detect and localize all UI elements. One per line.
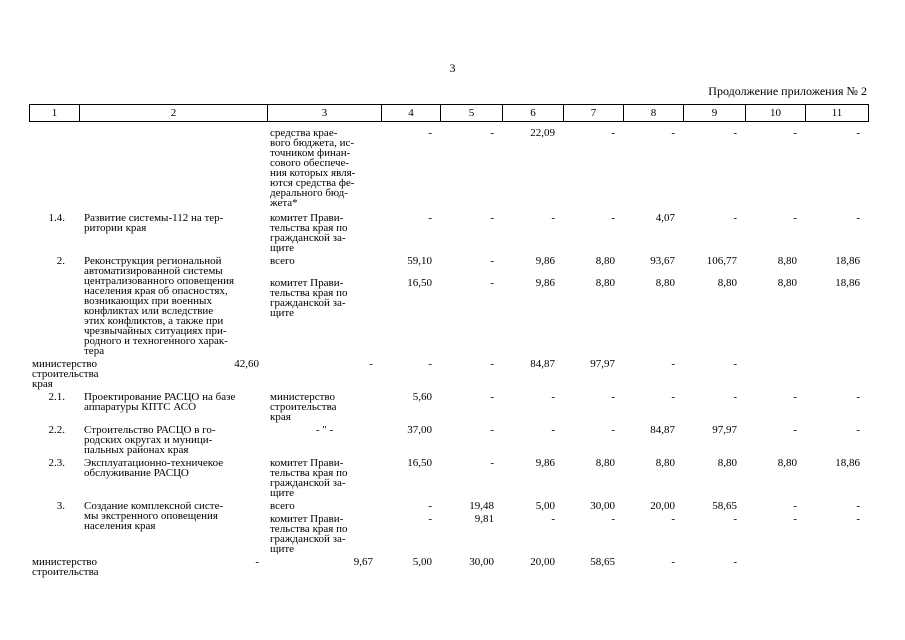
table-row [29,425,868,455]
funding-source-text: комитет Прави- тельства края по гражданской за- щите [270,212,348,254]
value-cell-col11: - [733,556,737,568]
value-cell-col6: - [551,513,555,525]
value-cell-col5: 19,48 [469,500,494,512]
value-cell-col11: 18,86 [835,255,860,267]
value-cell-col8: 84,87 [650,424,675,436]
value-cell-col5: 9,81 [474,513,494,525]
value-cell-col7: 30,00 [590,500,615,512]
column-header-10: 10 [746,105,806,122]
value-cell-col5: 9,67 [353,556,373,568]
value-cell-col6: 5,00 [412,556,432,568]
funding-source [267,425,381,455]
value-cell-col9: 8,80 [717,277,737,290]
budget-table [29,125,868,577]
funding-source-text: всего [270,255,295,267]
value-cell-col6: 9,86 [535,457,555,469]
table-row [29,359,868,389]
activity-name [79,392,267,422]
value-cell-col7: - [611,513,615,525]
activity-name-text: Создание комплексной систе- мы экстренного оповещения населения края [84,500,224,532]
value-cell-col6: - [551,391,555,403]
funding-source-text: средства крае- вого бюджета, ис- точником финан- сового обеспече- ния которых явля- ются средства фе- дерального бюд- жета* [270,127,356,209]
column-header-4: 4 [382,105,441,122]
value-cell-col5: - [490,424,494,436]
value-cell-col5: - [490,255,494,267]
funding-source-text: комитет Прави- тельства края по гражданской за- щите [270,457,348,499]
value-cell-col8: - [671,391,675,403]
value-cell-col4: - [428,513,432,525]
value-cell-col6: - [428,358,432,370]
value-cell-col5: - [490,391,494,403]
value-cell-col7: - [611,424,615,436]
funding-source [267,128,381,208]
continuation-label: Продолжение приложения № 2 [708,84,867,98]
table-row [29,392,868,422]
funding-source-text: - " - [315,424,334,436]
value-cell-col11: 18,86 [835,457,860,469]
table-row [29,557,868,577]
page-number: 3 [449,61,456,75]
value-cell-col5: - [369,358,373,370]
value-cell-col7: 8,80 [595,255,615,267]
value-cell-col7: - [611,127,615,139]
activity-name [79,128,267,208]
value-cell-col9: - [733,513,737,525]
activity-name-text: Строительство РАСЦО в го- родских округах и муници- пальных районах края [84,424,216,456]
activity-name-text: Реконструкция региональной автоматизированной системы централизованного оповещения населения края об опасностях, возникающих при военных конфликтах или вследствие этих конфликтов, а также при чрезвычайных ситуациях при- родного и техногенного харак- тера [84,255,235,357]
value-cell-col10: - [671,556,675,568]
value-cell-col10: - [793,513,797,525]
value-cell-col10: 8,80 [777,277,797,290]
column-number-header [29,104,869,122]
value-cell-col6: 5,00 [535,500,555,512]
value-cell-col6: 22,09 [530,127,555,139]
row-number: 2. [56,255,65,267]
value-cell-col9: - [733,391,737,403]
value-cell-col4: - [428,500,432,512]
value-cell-col5: - [490,212,494,224]
value-cell-col10: - [671,358,675,370]
funding-source-text: министерство строительства края [270,391,337,423]
value-cell-col7: - [490,358,494,370]
activity-name [79,458,267,498]
column-header-8: 8 [624,105,684,122]
value-cell-col4: - [428,212,432,224]
value-cell-col4: 37,00 [407,424,432,436]
activity-name-text: Развитие системы-112 на тер- ритории края [84,212,224,234]
funding-source [267,213,381,253]
value-cell-col4: 59,10 [407,255,432,267]
activity-name [79,256,267,356]
value-cell-col11: - [856,500,860,512]
row-number [29,128,79,208]
activity-name [79,425,267,455]
funding-source [29,358,99,390]
funding-source-text: всего [270,500,295,512]
value-cell-col9: 97,97 [590,358,615,370]
column-header-11: 11 [806,105,869,122]
column-header-9: 9 [684,105,746,122]
column-header-7: 7 [564,105,624,122]
activity-name-text: Проектирование РАСЦО на базе аппаратуры КПТС АСО [84,391,236,413]
column-header-3: 3 [268,105,382,122]
value-cell-col11: - [856,391,860,403]
table-row [29,458,868,498]
value-cell-col8: 84,87 [530,358,555,370]
value-cell-col7: 8,80 [595,457,615,469]
value-cell-col9: 8,80 [717,457,737,469]
value-cell-col9: - [733,212,737,224]
value-cell-col10: - [793,424,797,436]
column-header-6: 6 [503,105,564,122]
value-cell-col8: 8,80 [655,277,675,290]
value-cell-col6: 9,86 [535,255,555,267]
value-cell-col8: - [671,513,675,525]
table-row [29,501,868,511]
value-cell-col10: - [793,127,797,139]
funding-source [267,256,381,275]
value-cell-col8: - [671,127,675,139]
value-cell-col11: - [856,513,860,525]
row-number: 2.1. [48,391,65,403]
funding-source-text: комитет Прави- тельства края по гражданской за- щите [270,513,348,555]
value-cell-col5: - [490,277,494,290]
table-row [29,128,868,208]
value-cell-col4: - [255,556,259,568]
column-header-2: 2 [80,105,268,122]
value-cell-col11: 18,86 [835,277,860,290]
column-header-1: 1 [30,105,80,122]
value-cell-col9: 106,77 [706,255,737,267]
activity-name [79,501,267,554]
value-cell-col7: - [611,212,615,224]
funding-source-text: комитет Прави- тельства края по гражданской за- щите [270,277,348,320]
value-cell-col6: - [551,424,555,436]
funding-source [267,514,381,554]
value-cell-col6: - [551,212,555,224]
value-cell-col10: 8,80 [777,255,797,267]
value-cell-col8: 4,07 [655,212,675,224]
value-cell-col4: 16,50 [407,277,432,290]
funding-source [267,392,381,422]
value-cell-col10: 8,80 [777,457,797,469]
value-cell-col9: 58,65 [590,556,615,568]
row-number: 2.2. [48,424,65,436]
table-row [29,256,868,275]
funding-source [267,458,381,498]
table-row [29,213,868,253]
funding-source-text: министерство строительства [32,556,99,578]
column-header-5: 5 [441,105,503,122]
funding-source [267,278,381,356]
value-cell-col8: 20,00 [530,556,555,568]
value-cell-col9: - [733,127,737,139]
value-cell-col4: 5,60 [412,391,432,403]
value-cell-col10: - [793,212,797,224]
value-cell-col5: - [490,457,494,469]
funding-source-text: министерство строительства края [32,358,99,390]
funding-source [267,501,381,511]
value-cell-col5: - [490,127,494,139]
value-cell-col10: - [793,500,797,512]
value-cell-col7: 8,80 [595,277,615,290]
value-cell-col11: - [856,127,860,139]
value-cell-col6: 9,86 [535,277,555,290]
value-cell-col11: - [856,212,860,224]
value-cell-col8: 8,80 [655,457,675,469]
activity-name [79,213,267,253]
value-cell-col4: - [428,127,432,139]
activity-name-text: Эксплуатационно-техничекое обслуживание РАСЦО [84,457,224,479]
funding-source [29,556,99,578]
value-cell-col7: - [611,391,615,403]
value-cell-col10: - [793,391,797,403]
value-cell-col11: - [733,358,737,370]
value-cell-col8: 93,67 [650,255,675,267]
value-cell-col4: 16,50 [407,457,432,469]
row-number: 2.3. [48,457,65,469]
row-number: 3. [56,500,65,512]
value-cell-col11: - [856,424,860,436]
value-cell-col4: 42,60 [234,358,259,370]
row-number: 1.4. [48,212,65,224]
value-cell-col9: 97,97 [712,424,737,436]
value-cell-col9: 58,65 [712,500,737,512]
value-cell-col8: 20,00 [650,500,675,512]
value-cell-col7: 30,00 [469,556,494,568]
